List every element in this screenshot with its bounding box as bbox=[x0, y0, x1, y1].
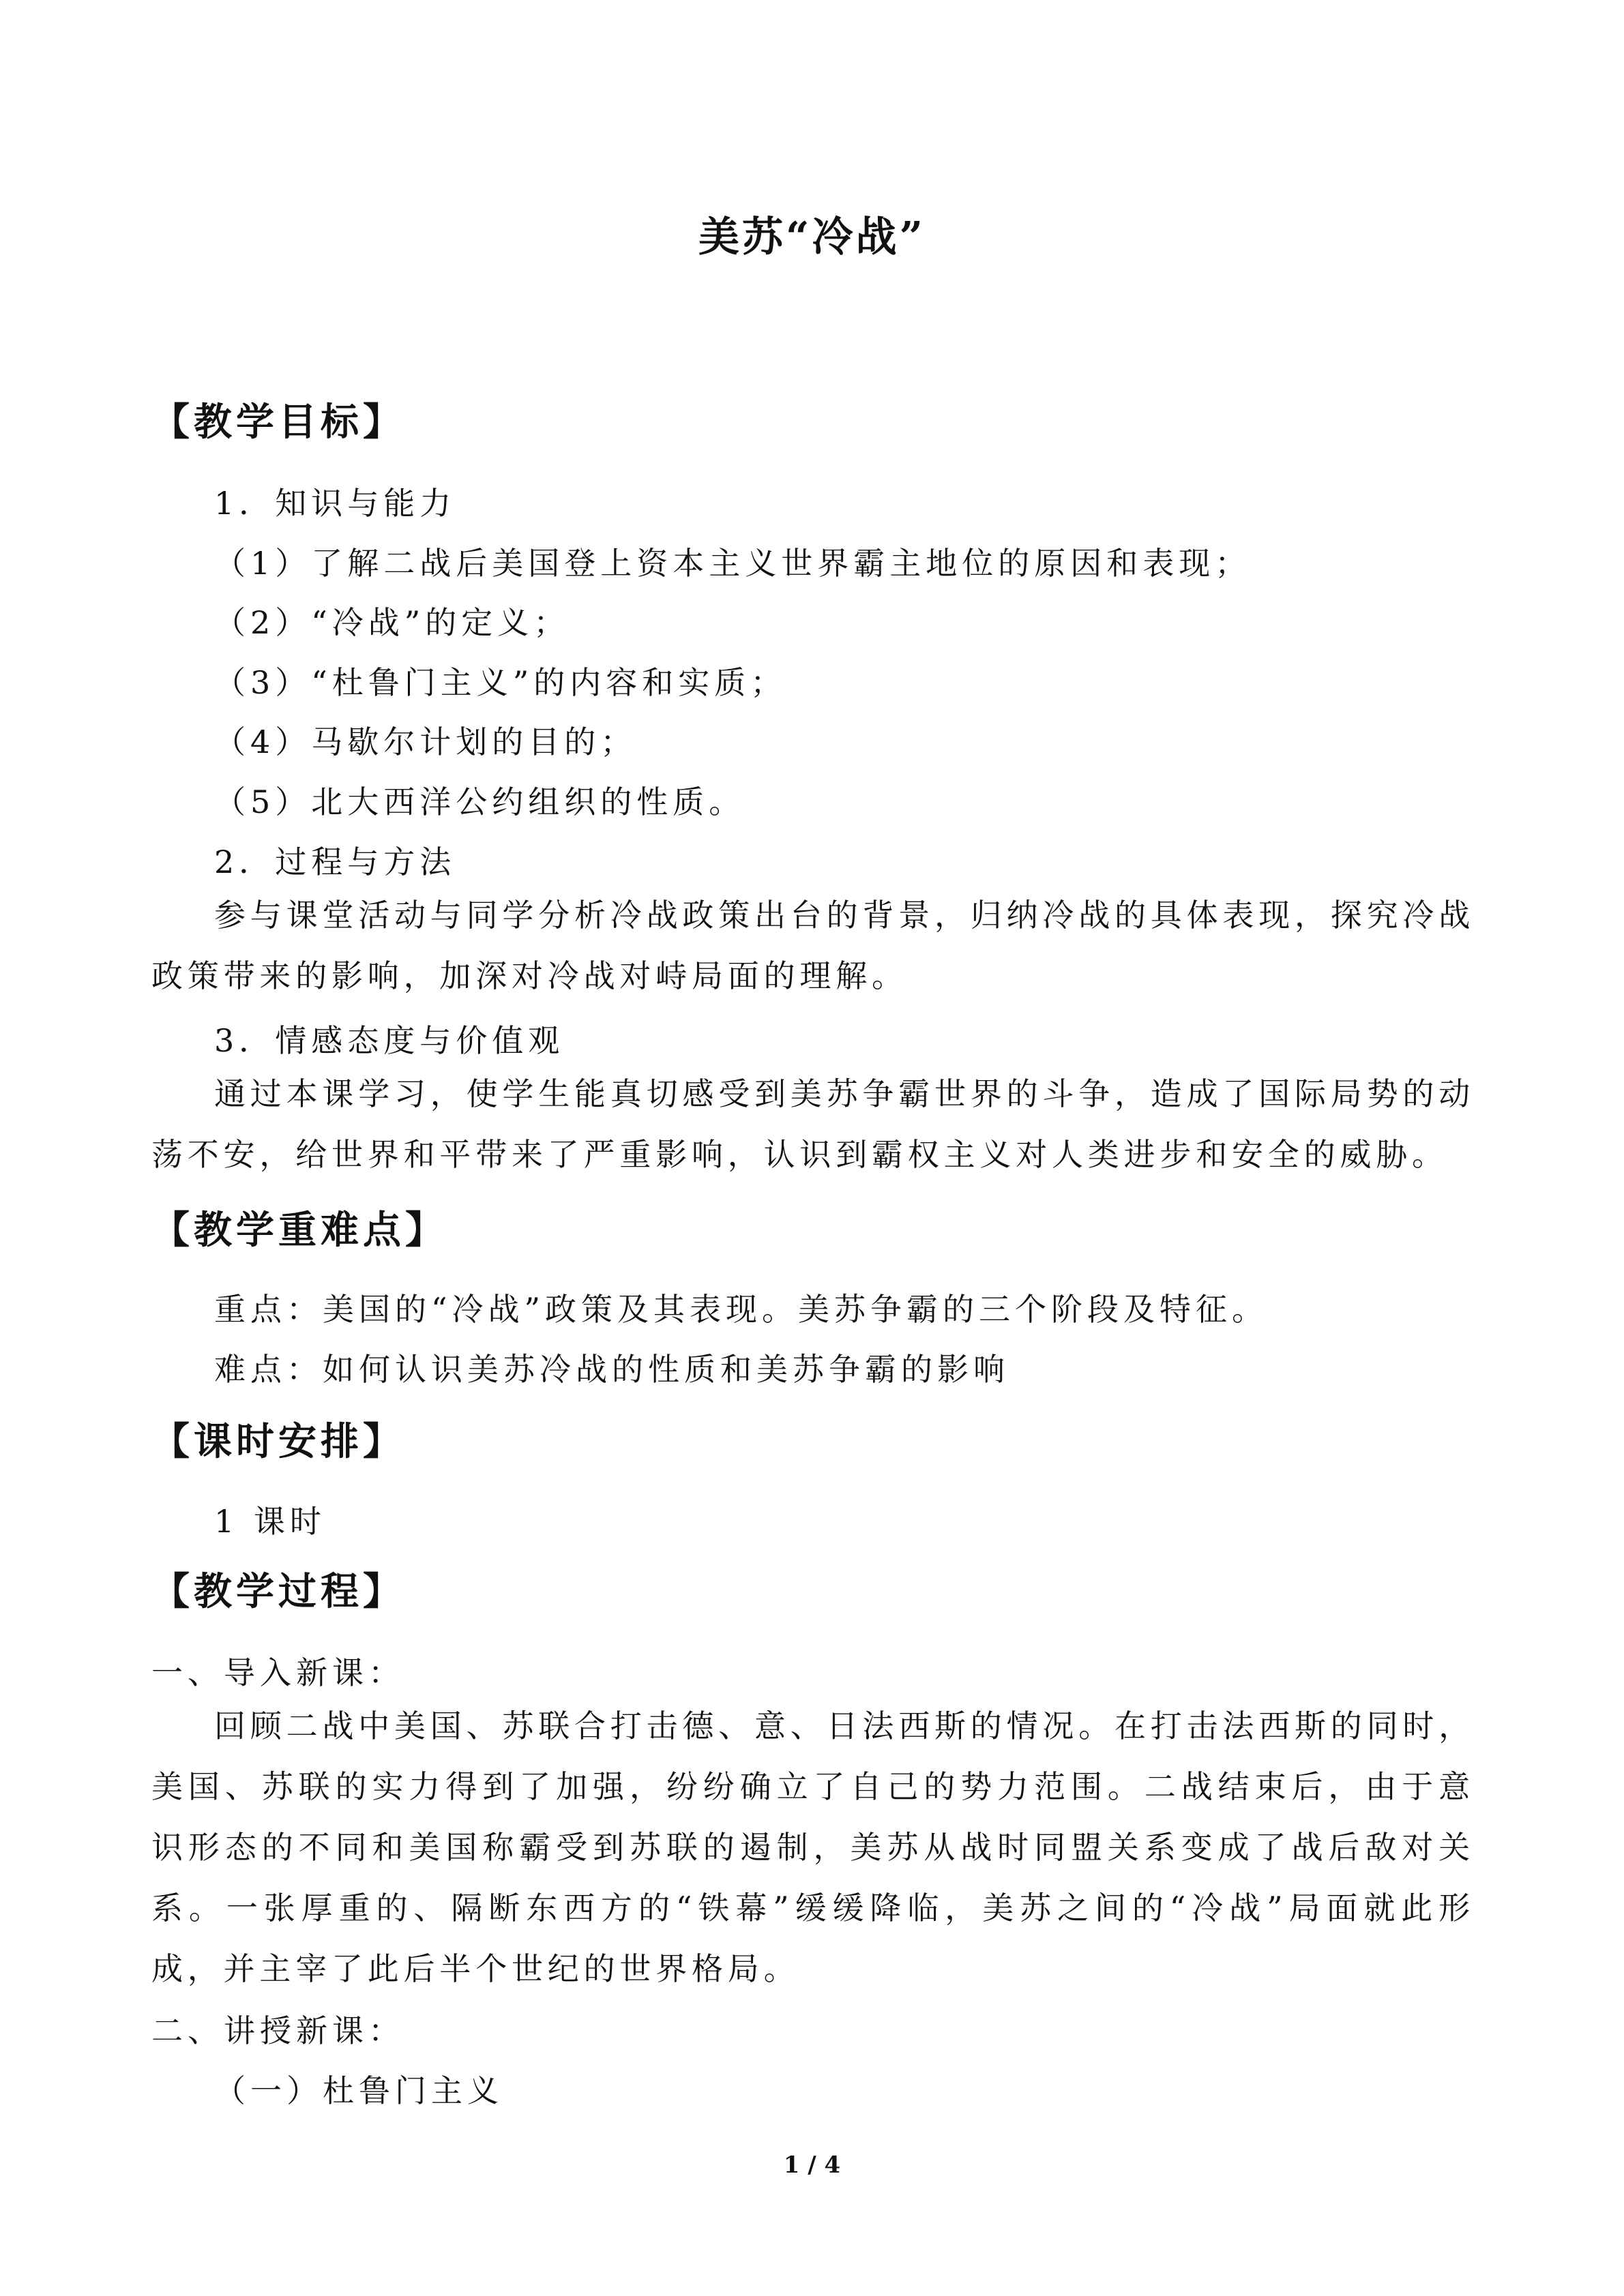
lecture-title: 二、讲授新课： bbox=[151, 2012, 404, 2049]
section-heading-key-points: 【教学重难点】 bbox=[151, 1208, 447, 1253]
emotion-title: 3．情感态度与价值观 bbox=[214, 1022, 565, 1059]
knowledge-item: （5）北大西洋公约组织的性质。 bbox=[214, 784, 745, 820]
knowledge-item: （3）“杜鲁门主义”的内容和实质； bbox=[214, 664, 787, 701]
page-title: 美苏“冷战” bbox=[698, 213, 926, 261]
knowledge-item: （4）马歇尔计划的目的； bbox=[214, 724, 637, 760]
emotion-text: 通过本课学习，使学生能真切感受到美苏争霸世界的斗争，造成了国际局势的动荡不安，给世界和平带来了严重影响，认识到霸权主义对人类进步和安全的威胁。 bbox=[151, 1075, 1475, 1173]
page-number: 1 / 4 bbox=[783, 2151, 841, 2179]
knowledge-item: （1）了解二战后美国登上资本主义世界霸主地位的原因和表现； bbox=[214, 545, 1252, 582]
intro-text: 回顾二战中美国、苏联合打击德、意、日法西斯的情况。在打击法西斯的同时，美国、苏联的实力得到了加强，纷纷确立了自己的势力范围。二战结束后，由于意识形态的不同和美国称霸受到苏联的遏制，美苏从战时同盟关系变成了战后敌对关系。一张厚重的、隔断东西方的“铁幕”缓缓降临，美苏之间的“冷战”局面就此形成，并主宰了此后半个世纪的世界格局。 bbox=[151, 1708, 1475, 1987]
knowledge-item: （2）“冷战”的定义； bbox=[214, 604, 570, 641]
lecture-subtitle: （一）杜鲁门主义 bbox=[214, 2072, 503, 2109]
knowledge-title: 1．知识与能力 bbox=[214, 485, 456, 522]
section-heading-goals: 【教学目标】 bbox=[151, 400, 405, 445]
section-heading-schedule: 【课时安排】 bbox=[151, 1420, 405, 1464]
intro-title: 一、导入新课： bbox=[151, 1654, 404, 1691]
key-point-text: 重点：美国的“冷战”政策及其表现。美苏争霸的三个阶段及特征。 bbox=[214, 1291, 1269, 1328]
process-method-title: 2．过程与方法 bbox=[214, 844, 456, 880]
difficult-point-text: 难点：如何认识美苏冷战的性质和美苏争霸的影响 bbox=[214, 1351, 1009, 1388]
section-heading-process: 【教学过程】 bbox=[151, 1570, 405, 1614]
schedule-text: 1 课时 bbox=[214, 1503, 326, 1540]
process-method-text: 参与课堂活动与同学分析冷战政策出台的背景，归纳冷战的具体表现，探究冷战政策带来的影响，加深对冷战对峙局面的理解。 bbox=[151, 897, 1475, 994]
